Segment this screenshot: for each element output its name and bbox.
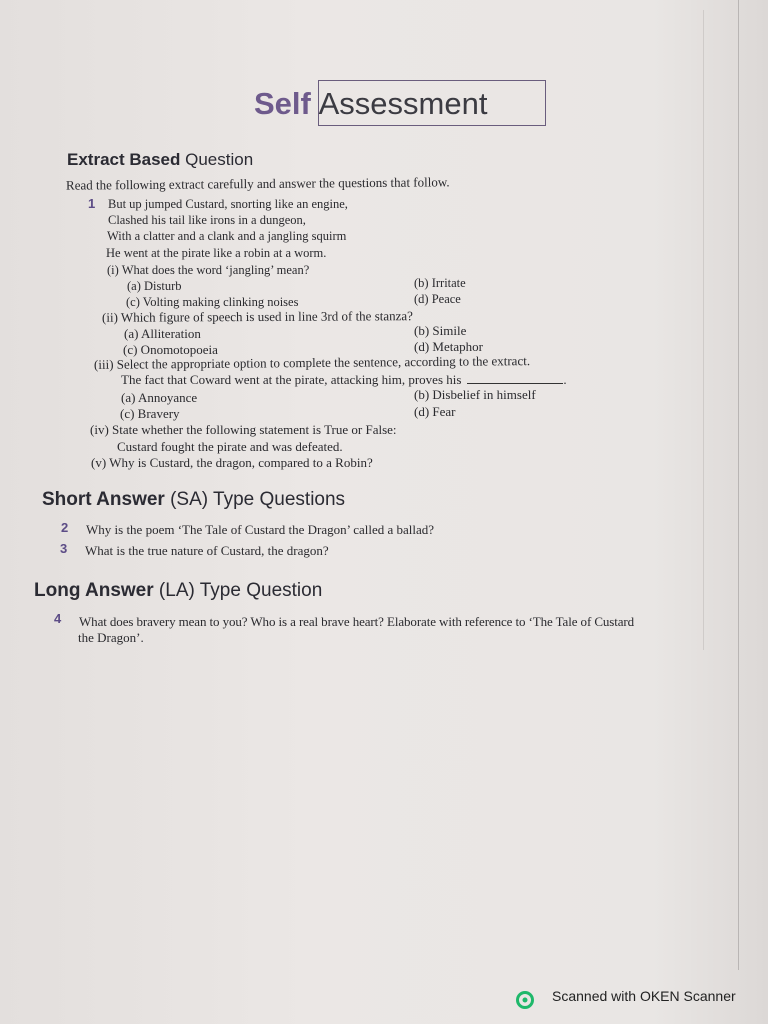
scanner-logo-icon xyxy=(516,991,534,1009)
option-i-d: (d) Peace xyxy=(414,292,461,306)
question-number-2: 2 xyxy=(61,520,69,535)
question-ii: (ii) Which figure of speech is used in line 3rd of the stanza? xyxy=(101,308,413,325)
extract-heading-regular: Question xyxy=(180,150,254,169)
title-regular-word: Assessment xyxy=(318,86,488,121)
answer-blank xyxy=(467,373,563,384)
question-2-text: Why is the poem ‘The Tale of Custard the Dragon’ called a ballad? xyxy=(86,522,435,537)
question-number-3: 3 xyxy=(60,541,68,556)
question-iii-sentence-text: The fact that Coward went at the pirate, attacking him, proves his xyxy=(121,372,462,387)
question-iii-sentence xyxy=(121,372,567,388)
poem-line-4: He went at the pirate like a robin at a worm. xyxy=(106,246,327,260)
page-title xyxy=(254,86,487,122)
question-3-text: What is the true nature of Custard, the dragon? xyxy=(85,543,329,558)
extract-instruction: Read the following extract carefully and answer the questions that follow. xyxy=(65,174,450,193)
question-iii-sentence-end: . xyxy=(563,372,567,387)
option-ii-a: (a) Alliteration xyxy=(124,326,201,341)
option-ii-b: (b) Simile xyxy=(414,323,467,338)
option-i-b: (b) Irritate xyxy=(414,276,466,290)
question-number-4: 4 xyxy=(54,611,62,626)
extract-section-heading xyxy=(67,150,253,170)
question-iii: (iii) Select the appropriate option to complete the sentence, according to the extract. xyxy=(93,353,531,372)
question-iv-statement: Custard fought the pirate and was defeated. xyxy=(117,439,343,454)
short-heading-regular: (SA) Type Questions xyxy=(164,489,346,510)
question-v: (v) Why is Custard, the dragon, compared to a Robin? xyxy=(91,455,373,470)
option-iii-a: (a) Annoyance xyxy=(121,390,198,405)
poem-line-1: But up jumped Custard, snorting like an engine, xyxy=(108,197,348,211)
option-ii-d: (d) Metaphor xyxy=(414,339,483,354)
long-answer-heading xyxy=(34,580,322,602)
question-4-line-2: the Dragon’. xyxy=(78,630,144,645)
option-iii-d: (d) Fear xyxy=(414,404,456,419)
question-number-1: 1 xyxy=(88,196,96,211)
question-4-line-1: What does bravery mean to you? Who is a real brave heart? Elaborate with reference to ‘The Tale of Custard xyxy=(79,614,635,629)
option-i-c: (c) Volting making clinking noises xyxy=(126,295,299,309)
option-i-a: (a) Disturb xyxy=(127,279,182,293)
page-fold-line xyxy=(738,0,739,970)
page-fold-line-inner xyxy=(703,10,704,650)
option-ii-c: (c) Onomotopoeia xyxy=(123,342,218,357)
short-answer-heading xyxy=(42,489,345,511)
question-iv: (iv) State whether the following statement is True or False: xyxy=(90,422,397,437)
extract-heading-bold: Extract Based xyxy=(67,150,181,169)
short-heading-bold: Short Answer xyxy=(42,489,165,510)
long-heading-regular: (LA) Type Question xyxy=(153,580,323,601)
poem-line-3: With a clatter and a clank and a jangling squirm xyxy=(107,229,347,243)
option-iii-c: (c) Bravery xyxy=(120,406,180,421)
scanner-watermark-text: Scanned with OKEN Scanner xyxy=(552,988,736,1004)
title-bold-word: Self xyxy=(254,86,311,121)
question-i: (i) What does the word ‘jangling’ mean? xyxy=(107,263,310,277)
poem-line-2: Clashed his tail like irons in a dungeon, xyxy=(108,213,306,227)
option-iii-b: (b) Disbelief in himself xyxy=(414,387,536,402)
long-heading-bold: Long Answer xyxy=(34,580,154,601)
